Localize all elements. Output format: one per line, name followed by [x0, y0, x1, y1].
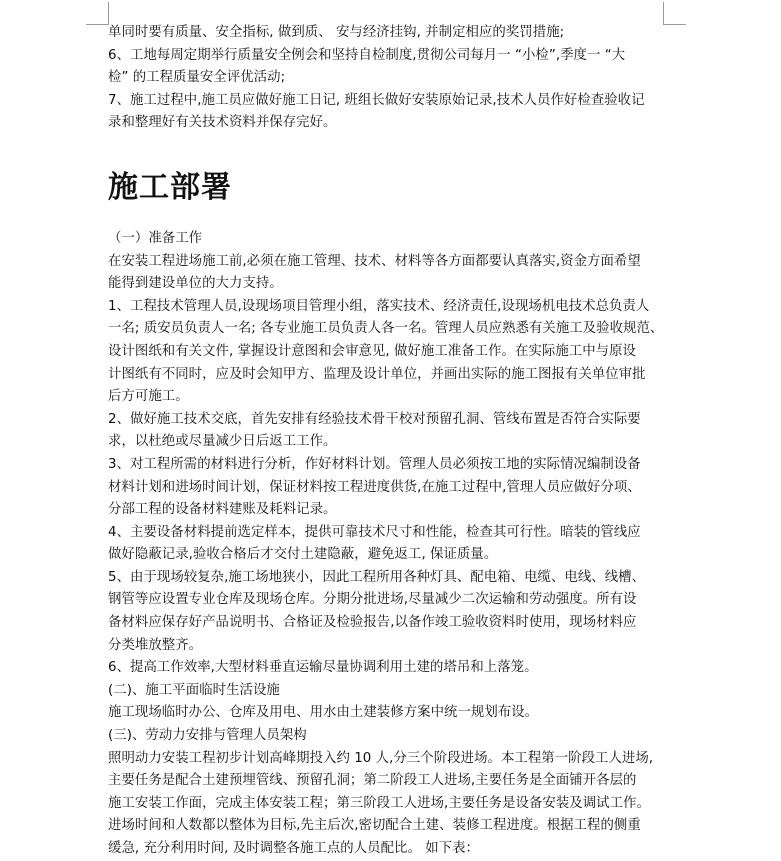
- document-body: [108, 22, 668, 861]
- paragraph-line: 7、施工过程中,施工员应做好施工日记, 班组长做好安装原始记录,技术人员作好检查验收记: [108, 92, 645, 108]
- paragraph-line: 计图纸有不同时，应及时会知甲方、监理及设计单位，并画出实际的施工图报有关单位审批: [108, 366, 646, 382]
- paragraph-line: 设计图纸和有关文件, 掌握设计意图和会审意见, 做好施工准备工作。在实际施工中与原设: [108, 343, 636, 359]
- paragraph-line: 后方可施工。: [108, 389, 189, 405]
- paragraph-line: 进场时间和人数都以整体为目标,先主后次,密切配合土建、装修工程进度。根据工程的侧重: [108, 818, 641, 834]
- paragraph-line: 6、工地每周定期举行质量安全例会和坚持自检制度,贯彻公司每月一 “小检”,季度一 “大: [108, 47, 626, 63]
- paragraph-line: 能得到建设单位的大力支持。: [108, 276, 283, 292]
- paragraph-line: 施工安装工作面，完成主体安装工程；第三阶段工人进场,主要任务是设备安装及调试工作。: [108, 795, 650, 811]
- paragraph-line: 4、主要设备材料提前选定样本，提供可靠技术尺寸和性能，检查其可行性。暗装的管线应: [108, 524, 641, 540]
- paragraph-line: 6、提高工作效率,大型材料垂直运输尽量协调利用土建的塔吊和上落笼。: [108, 660, 538, 676]
- paragraph-line: 求，以杜绝或尽量减少日后返工工作。: [108, 434, 337, 450]
- crop-mark-left: [86, 2, 109, 25]
- paragraph-line: 1、工程技术管理人员,设现场项目管理小组，落实技术、经济责任,设现场机电技术总负责人: [108, 298, 650, 314]
- paragraph-line: 主要任务是配合土建预埋管线、预留孔洞；第二阶段工人进场,主要任务是全面铺开各层的: [108, 773, 637, 789]
- paragraph-line: 5、由于现场较复杂,施工场地狭小，因此工程所用各种灯具、配电箱、电缆、电线、线槽、: [108, 569, 646, 585]
- paragraph-line: 单同时要有质量、安全指标, 做到质、 安与经济挂钩, 并制定相应的奖罚措施;: [108, 25, 565, 40]
- subsection-title: (三)、劳动力安排与管理人员架构: [108, 728, 307, 744]
- paragraph-line: 3、对工程所需的材料进行分析，作好材料计划。管理人员必须按工地的实际情况编制设备: [108, 456, 641, 472]
- paragraph-line: 材料计划和进场时间计划，保证材料按工程进度供货,在施工过程中,管理人员应做好分项、: [108, 479, 641, 495]
- paragraph-line: 一名; 质安员负责人一名; 各专业施工员负责人各一名。管理人员应熟悉有关施工及验收规范、: [108, 321, 664, 337]
- paragraph-line: 分部工程的设备材料建账及耗料记录。: [108, 502, 337, 518]
- paragraph-line: 备材料应保存好产品说明书、合格证及检验报告,以备作竣工验收资料时使用，现场材料应: [108, 615, 637, 631]
- paragraph-line: 做好隐蔽记录,验收合格后才交付土建隐蔽，避免返工, 保证质量。: [108, 547, 498, 563]
- paragraph-line: 2、做好施工技术交底，首先安排有经验技术骨干校对预留孔洞、管线布置是否符合实际要: [108, 411, 641, 427]
- paragraph-line: 钢管等应设置专业仓库及现场仓库。分期分批进场,尽量减少二次运输和劳动强度。所有设: [108, 592, 637, 608]
- paragraph-line: 缓急, 充分利用时间, 及时调整各施工点的人员配比。 如下表：: [108, 841, 479, 856]
- paragraph-line: 检” 的工程质量安全评优活动;: [108, 70, 286, 86]
- paragraph-line: 录和整理好有关技术资料并保存完好。: [108, 115, 337, 131]
- paragraph-line: 施工现场临时办公、仓库及用电、用水由土建装修方案中统一规划布设。: [108, 705, 539, 721]
- paragraph-line: 照明动力安装工程初步计划高峰期投入约 10 人,分三个阶段进场。本工程第一阶段工人进场,: [108, 750, 654, 766]
- section-heading: 施工部署: [108, 169, 232, 205]
- subsection-title: (二)、施工平面临时生活设施: [108, 682, 280, 698]
- paragraph-line: 在安装工程进场施工前,必须在施工管理、技术、材料等各方面都要认真落实,资金方面希望: [108, 253, 641, 269]
- subsection-title: （一）准备工作: [108, 230, 203, 246]
- paragraph-line: 分类堆放整齐。: [108, 637, 203, 653]
